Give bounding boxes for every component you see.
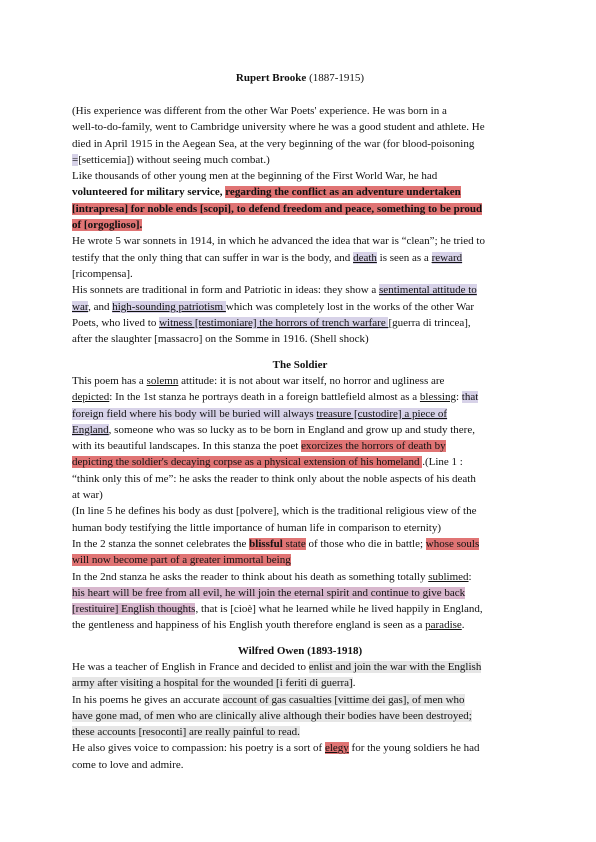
highlight-lavender: that xyxy=(461,391,479,404)
soldier-line: This poem has a solemn attitude: it is not about war itself, no horror and ugliness are xyxy=(72,375,445,387)
soldier-line: “think only this of me”: he asks the reader to think only about the noble aspects of his death xyxy=(72,472,476,485)
brooke-intro-line: well-to-do-family, went to Cambridge university where he was a good student and athlete. He xyxy=(72,121,485,134)
owen-line xyxy=(72,708,528,724)
sonnets-line: testify that the only thing that can suffer in war is the body, and death is seen as a reward xyxy=(72,251,463,264)
highlight-lavender: death xyxy=(353,251,377,264)
owen-line: He also gives voice to compassion: his poetry is a sort of elegy for the young soldiers he had xyxy=(72,742,480,755)
owen-line: In his poems he gives an accurate account of gas casualties [vittime dei gas], of men who xyxy=(72,693,465,706)
highlight-gray: enlist and join the war with the English xyxy=(308,661,482,673)
brooke-intro-line: (His experience was different from the other War Poets' experience. He was born in a xyxy=(72,105,447,117)
highlight-red: elegy xyxy=(324,742,349,755)
soldier-line xyxy=(72,552,528,568)
highlight-gray: have gone mad, of men who are clinically alive although their bodies have been destroyed; xyxy=(72,709,472,722)
highlight-lavender: high-sounding patriotism xyxy=(112,300,226,313)
tradition-line: Poets, who lived to witness [testimoniare] the horrors of trench warfare [guerra di trincea], xyxy=(72,316,471,329)
volunteer-line xyxy=(72,201,528,217)
owen-line xyxy=(72,724,528,740)
soldier-heading: The Soldier xyxy=(272,359,328,371)
highlight-red: whose souls xyxy=(425,537,480,550)
owen-section xyxy=(72,659,528,773)
volunteer-bold: volunteered for military service, xyxy=(72,186,226,199)
highlight-pink: [restituire] English thoughts xyxy=(72,603,196,616)
highlight-red: regarding the conflict as an adventure undertaken xyxy=(225,186,461,199)
highlight-red: [intrapresa] for noble ends [scopi], to defend freedom and peace, something to be proud xyxy=(72,202,483,215)
highlight-lavender: sentimental attitude to xyxy=(379,284,477,297)
intro-eq-mark: = xyxy=(72,153,79,166)
highlight-red: exorcizes the horrors of death by xyxy=(301,440,446,453)
tradition-line: war, and high-sounding patriotism which was completely lost in the works of the other War xyxy=(72,300,475,313)
highlight-red: depicting the soldier's decaying corpse as a physical extension of his homeland xyxy=(72,456,423,469)
tradition-line: after the slaughter [massacro] on the Somme in 1916. (Shell shock) xyxy=(72,333,369,346)
brooke-dates: (1887-1915) xyxy=(306,72,365,84)
tradition-line: His sonnets are traditional in form and Patriotic in ideas: they show a sentimental attitude to xyxy=(72,284,477,297)
owen-line: army after visiting a hospital for the wounded [i feriti di guerra]. xyxy=(72,677,356,690)
brooke-name: Rupert Brooke xyxy=(235,72,307,84)
owen-dates: (1893-1918) xyxy=(304,645,363,657)
sonnets-line: [ricompensa]. xyxy=(72,267,133,280)
brooke-intro-line: died in April 1915 in the Aegean Sea, at the very beginning of the war (for blood-poisoning xyxy=(72,137,475,150)
highlight-gray: these accounts [resoconti] are really painful to read. xyxy=(72,726,300,739)
soldier-line xyxy=(72,585,528,601)
soldier-line: (In line 5 he defines his body as dust [polvere], which is the traditional religious view of the xyxy=(72,505,477,518)
highlight-lavender: war xyxy=(72,300,89,313)
volunteer-line xyxy=(72,184,528,200)
highlight-gray: account of gas casualties [vittime dei gas], of men who xyxy=(222,693,465,706)
brooke-intro-line: =[setticemia]) without seeing much combat.) xyxy=(72,153,270,166)
highlight-lavender: reward xyxy=(431,251,463,264)
soldier-line: human body testifying the little importance of human life in comparison to eternity) xyxy=(72,521,442,534)
volunteer-line: Like thousands of other young men at the beginning of the First World War, he had xyxy=(72,170,438,183)
owen-line: come to love and admire. xyxy=(72,758,184,771)
soldier-line: In the 2 stanza the sonnet celebrates the blissful state of those who die in battle; whose souls xyxy=(72,537,480,550)
brooke-section xyxy=(72,103,528,347)
volunteer-line xyxy=(72,217,528,233)
brooke-heading xyxy=(72,70,528,86)
owen-line: He was a teacher of English in France and decided to enlist and join the war with the English xyxy=(72,661,482,673)
highlight-lavender: England xyxy=(72,423,109,436)
soldier-section xyxy=(72,373,528,634)
highlight-lavender: foreign field where his body will be buried will always xyxy=(72,407,317,420)
highlight-lavender: witness [testimoniare] the horrors of trench warfare xyxy=(159,316,389,329)
soldier-line: England, someone who was so lucky as to be born in England and grow up and study there, xyxy=(72,423,475,436)
sonnets-line: He wrote 5 war sonnets in 1914, in which he advanced the idea that war is “clean”; he tried to xyxy=(72,235,485,248)
soldier-line: In the 2nd stanza he asks the reader to think about his death as something totally sublimed: xyxy=(72,570,472,583)
soldier-line: with its beautiful landscapes. In this stanza the poet exorcizes the horrors of death by xyxy=(72,440,446,453)
owen-name: Wilfred Owen xyxy=(237,645,305,657)
highlight-pink: his heart will be free from all evil, he will join the eternal spirit and continue to give back xyxy=(72,586,466,599)
highlight-red: blissful xyxy=(249,537,283,550)
soldier-line: depicted: In the 1st stanza he portrays death in a foreign battlefield almost as a blessing: that xyxy=(72,391,479,404)
highlight-gray: army after visiting a hospital for the wounded [i feriti di guerra] xyxy=(72,677,353,690)
soldier-line: at war) xyxy=(72,489,103,502)
highlight-red: of [orgoglioso]. xyxy=(72,219,143,232)
highlight-lavender: treasure [custodire] a piece of xyxy=(316,407,448,420)
highlight-red: will now become part of a greater immortal being xyxy=(72,554,291,567)
highlight-red: state xyxy=(282,537,306,550)
soldier-line: depicting the soldier's decaying corpse as a physical extension of his homeland .(Line 1 : xyxy=(72,456,463,469)
soldier-line: [restituire] English thoughts, that is [cioè] what he learned while he lived happily in England, xyxy=(72,603,483,616)
soldier-line xyxy=(72,406,528,422)
soldier-line: the gentleness and happiness of his English youth therefore england is seen as a paradise. xyxy=(72,619,465,632)
owen-heading xyxy=(72,643,528,659)
